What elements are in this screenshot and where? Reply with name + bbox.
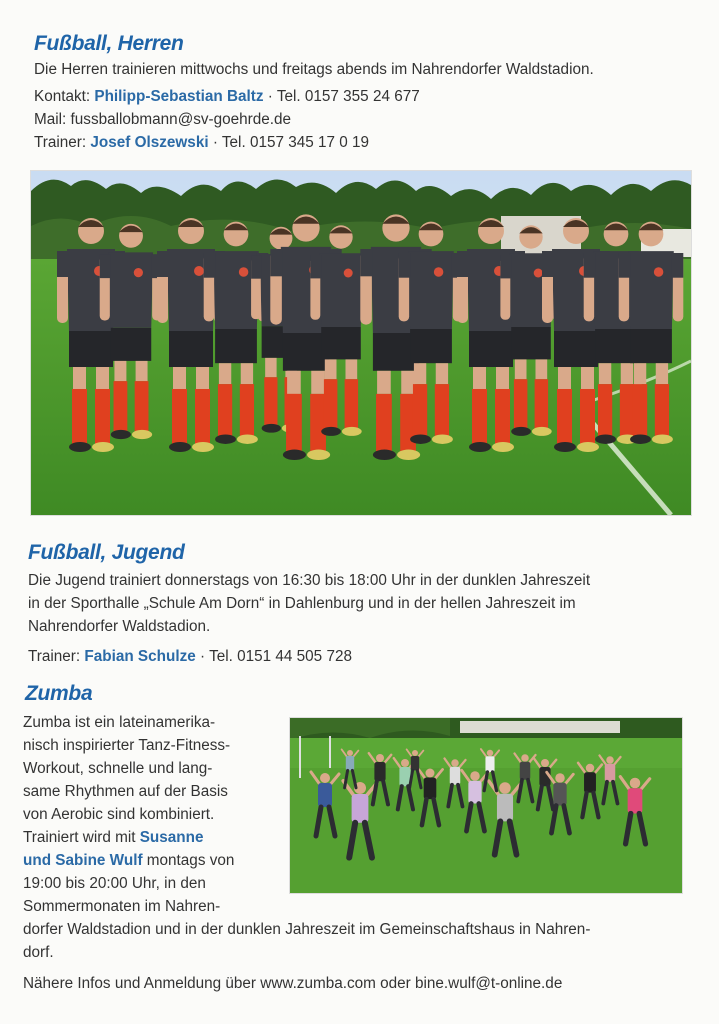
zumba-line-6-text: Trainiert wird mit xyxy=(23,829,140,846)
zumba-line-5: von Aerobic sind kombiniert. xyxy=(23,806,215,823)
zumba-line-7-text: montags von xyxy=(142,852,235,869)
zumba-name-susanne: Susanne xyxy=(139,829,204,846)
herren-kontakt xyxy=(34,85,420,108)
zumba-line-7 xyxy=(23,849,285,872)
jugend-trainer-tel: · Tel. 0151 44 505 728 xyxy=(195,648,352,665)
herren-trainer xyxy=(34,131,369,154)
jugend-heading: Fußball, Jugend xyxy=(28,541,185,564)
zumba-line-10: dorfer Waldstadion und in der dunklen Jahreszeit im Gemeinschaftshaus in Nahren- xyxy=(23,921,591,938)
jugend-trainer-label: Trainer: xyxy=(28,648,85,665)
zumba-line-8: 19:00 bis 20:00 Uhr, in den xyxy=(23,875,206,892)
kontakt-label: Kontakt: xyxy=(34,88,95,105)
zumba-line-11: dorf. xyxy=(23,944,54,961)
herren-intro: Die Herren trainieren mittwochs und freitags abends im Nahrendorfer Waldstadion. xyxy=(34,61,594,78)
zumba-line-1: Zumba ist ein lateinamerika- xyxy=(23,714,216,731)
kontakt-name: Philipp-Sebastian Baltz xyxy=(94,88,264,105)
kontakt-tel: · Tel. 0157 355 24 677 xyxy=(263,88,420,105)
zumba-line-9: Sommermonaten im Nahren- xyxy=(23,898,221,915)
herren-heading: Fußball, Herren xyxy=(34,32,184,55)
herren-trainer-label: Trainer: xyxy=(34,134,91,151)
herren-trainer-tel: · Tel. 0157 345 17 0 19 xyxy=(208,134,370,151)
zumba-line-3: Workout, schnelle und lang- xyxy=(23,760,213,777)
jugend-line-2: in der Sporthalle „Schule Am Dorn“ in Dahlenburg und in der hellen Jahreszeit im xyxy=(28,595,576,612)
herren-trainer-name: Josef Olszewski xyxy=(90,134,209,151)
herren-mail: Mail: fussballobmann@sv-goehrde.de xyxy=(34,111,292,128)
zumba-info: Nähere Infos und Anmeldung über www.zumba.com oder bine.wulf@t-online.de xyxy=(23,975,563,992)
team-photo-image xyxy=(31,171,691,515)
jugend-line-1: Die Jugend trainiert donnerstags von 16:30 bis 18:00 Uhr in der dunklen Jahreszeit xyxy=(28,572,591,589)
zumba-text xyxy=(23,711,285,918)
zumba-photo-image xyxy=(290,718,682,893)
zumba-heading: Zumba xyxy=(25,682,93,705)
zumba-line-6 xyxy=(23,826,285,849)
jugend-line-3: Nahrendorfer Waldstadion. xyxy=(28,618,211,635)
zumba-photo xyxy=(289,717,683,894)
zumba-line-4: same Rhythmen auf der Basis xyxy=(23,783,228,800)
jugend-trainer-name: Fabian Schulze xyxy=(84,648,196,665)
zumba-name-sabine: und Sabine Wulf xyxy=(23,852,143,869)
zumba-line-2: nisch inspirierter Tanz-Fitness- xyxy=(23,737,231,754)
jugend-trainer xyxy=(28,645,352,668)
team-photo xyxy=(30,170,692,516)
